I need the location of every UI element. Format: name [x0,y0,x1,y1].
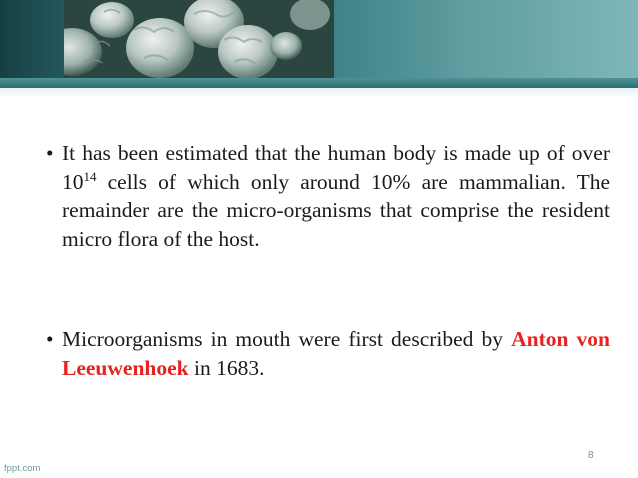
exponent: 14 [83,168,97,184]
slide-body [44,139,610,382]
page-number: 8 [588,450,594,461]
bullet-dot: • [46,141,54,165]
header-accent-strip [0,78,638,88]
bullet-text-continued: in 1683. [188,355,265,380]
slide-header-banner [0,0,638,88]
bacteria-micrograph-icon [64,0,334,78]
header-fade [0,88,638,98]
bullet-point [44,325,610,382]
footer-brand-logo: fppt.com [4,463,41,474]
bullet-point [44,139,610,253]
header-dark-panel [0,0,64,78]
header-light-panel [330,0,638,78]
bacteria-micrograph-image [64,0,334,78]
highlighted-name: Anton von Leeuwenhoek [62,327,610,380]
bullet-text: It has been estimated that the human body is made up of over 10 [62,141,610,194]
bullet-dot: • [46,327,54,351]
bullet-text-continued: cells of which only around 10% are mammalian. The remainder are the micro-organisms that comprise the resident micro flora of the host. [62,169,610,251]
bullet-text: Microorganisms in mouth were first described by [62,327,512,351]
